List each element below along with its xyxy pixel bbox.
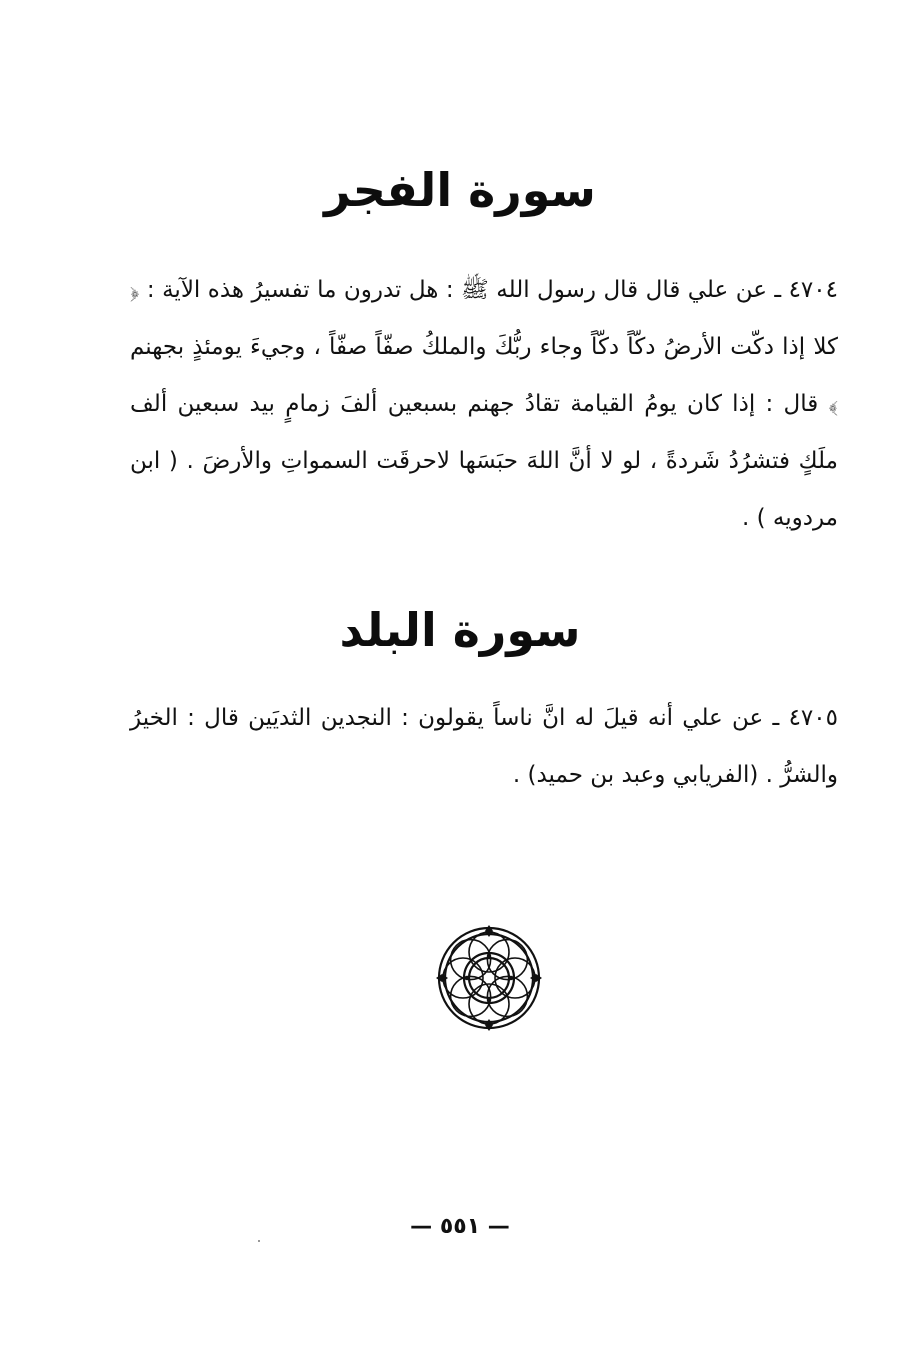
page-number: — ٥٥١ — xyxy=(410,1214,510,1239)
speck-mark xyxy=(258,1240,260,1242)
surah-title-al-balad: سورة البلد xyxy=(339,603,581,657)
hadith-4704-text: ٤٧٠٤ ـ عن علي قال قال رسول الله ﷺ : هل تدرون ما تفسيرُ هذه الآية : ﴿ كلا إذا دكّت الأرضُ دكّاً دكّاً وجاء ربُّكَ والملكُ صفّاً صفّاً ، وجيءَ يومئذٍ بجهنم ﴾ قال : إذا كان يومُ القيامة تقادُ جهنم بسبعين ألفَ زمامٍ بيد سبعين ألف ملَكٍ فتشرُدُ شَردةً ، لو لا أنَّ اللهَ حبَسَها لاحرقَت السمواتِ والأرضَ . ( ابن مردويه ) . xyxy=(130,277,838,531)
circular-knot-ornament-icon xyxy=(433,922,545,1034)
hadith-4705-text: ٤٧٠٥ ـ عن علي أنه قيلَ له انَّ ناساً يقولون : النجدين الثديَين قال : الخيرُ والشرُّ . (الفريابي وعبد بن حميد) . xyxy=(130,705,838,788)
surah-title-al-fajr: سورة الفجر xyxy=(324,163,596,217)
